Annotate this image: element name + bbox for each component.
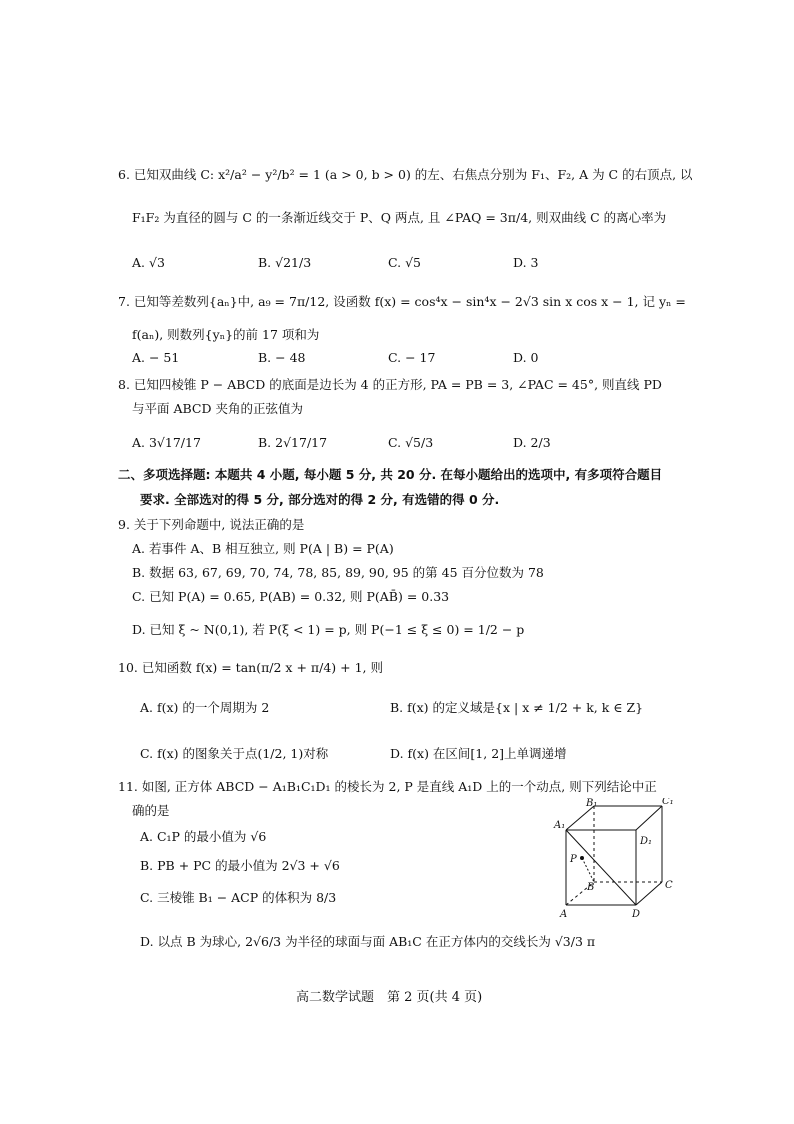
point-p <box>580 856 584 860</box>
q8-line1: 8. 已知四棱锥 P − ABCD 的底面是边长为 4 的正方形, PA = PB = 3, ∠PAC = 45°, 则直线 PD <box>118 377 662 392</box>
q7-option-c: C. − 17 <box>388 350 436 365</box>
section2-heading-line1: 二、多项选择题: 本题共 4 小题, 每小题 5 分, 共 20 分. 在每小题给出的选项中, 有多项符合题目 <box>118 467 663 482</box>
q8-option-a: A. 3√17/17 <box>132 435 201 450</box>
q11-option-d: D. 以点 B 为球心, 2√6/3 为半径的球面与面 AB₁C 在正方体内的交线长为 √3/3 π <box>140 934 596 949</box>
q11-line1: 11. 如图, 正方体 ABCD − A₁B₁C₁D₁ 的棱长为 2, P 是直线 A₁D 上的一个动点, 则下列结论中正 <box>118 779 657 794</box>
q8-option-b: B. 2√17/17 <box>258 435 328 450</box>
edge-d-c <box>636 882 662 905</box>
q11-option-a: A. C₁P 的最小值为 √6 <box>140 829 267 844</box>
q11-option-c: C. 三棱锥 B₁ − ACP 的体积为 8/3 <box>140 890 337 905</box>
q6-option-a: A. √3 <box>132 255 165 270</box>
q6-line2: F₁F₂ 为直径的圆与 C 的一条渐近线交于 P、Q 两点, 且 ∠PAQ = 3π/4, 则双曲线 C 的离心率为 <box>132 210 667 225</box>
q7-option-b: B. − 48 <box>258 350 306 365</box>
label-b1: B₁ <box>586 798 598 809</box>
q6-option-b: B. √21/3 <box>258 255 312 270</box>
q9-stem: 9. 关于下列命题中, 说法正确的是 <box>118 517 305 532</box>
q7-line1: 7. 已知等差数列{aₙ}中, a₉ = 7π/12, 设函数 f(x) = cos⁴x − sin⁴x − 2√3 sin x cos x − 1, 记 yₙ = <box>118 294 686 309</box>
cube-figure <box>548 798 688 923</box>
edge-d1-c1 <box>636 806 662 830</box>
q7-option-d: D. 0 <box>513 350 539 365</box>
label-c: C <box>665 880 673 891</box>
label-b: B <box>587 882 595 893</box>
q9-option-a: A. 若事件 A、B 相互独立, 则 P(A | B) = P(A) <box>132 541 394 556</box>
q10-option-c: C. f(x) 的图象关于点(1/2, 1)对称 <box>140 746 329 761</box>
q8-line2: 与平面 ABCD 夹角的正弦值为 <box>132 401 303 416</box>
q10-option-d: D. f(x) 在区间[1, 2]上单调递增 <box>390 746 567 761</box>
edge-a1-b1 <box>566 806 594 830</box>
page-footer: 高二数学试题 第 2 页(共 4 页) <box>296 990 483 1005</box>
q6-option-d: D. 3 <box>513 255 539 270</box>
q6-option-c: C. √5 <box>388 255 421 270</box>
label-a: A <box>560 909 568 920</box>
section2-heading-line2: 要求. 全部选对的得 5 分, 部分选对的得 2 分, 有选错的得 0 分. <box>140 492 500 507</box>
label-c1: C₁ <box>662 798 674 807</box>
q9-option-c: C. 已知 P(A) = 0.65, P(AB) = 0.32, 则 P(AB̄) = 0.33 <box>132 589 450 604</box>
q10-option-a: A. f(x) 的一个周期为 2 <box>140 700 270 715</box>
q7-line2: f(aₙ), 则数列{yₙ}的前 17 项和为 <box>132 327 320 342</box>
q7-option-a: A. − 51 <box>132 350 180 365</box>
label-d: D <box>632 909 641 920</box>
q9-option-d: D. 已知 ξ ~ N(0,1), 若 P(ξ < 1) = p, 则 P(−1 ≤ ξ ≤ 0) = 1/2 − p <box>132 622 525 637</box>
q10-option-b: B. f(x) 的定义域是{x | x ≠ 1/2 + k, k ∈ Z} <box>390 700 644 715</box>
diagonal-a1-d <box>566 830 636 905</box>
q9-option-b: B. 数据 63, 67, 69, 70, 74, 78, 85, 89, 90, 95 的第 45 百分位数为 78 <box>132 565 544 580</box>
q10-stem: 10. 已知函数 f(x) = tan(π/2 x + π/4) + 1, 则 <box>118 660 383 675</box>
segment-p-b <box>582 858 594 882</box>
q8-option-c: C. √5/3 <box>388 435 434 450</box>
label-p: P <box>570 854 577 865</box>
label-a1: A₁ <box>554 820 566 831</box>
q8-option-d: D. 2/3 <box>513 435 551 450</box>
q11-line2: 确的是 <box>132 803 170 818</box>
q6-line1: 6. 已知双曲线 C: x²/a² − y²/b² = 1 (a > 0, b > 0) 的左、右焦点分别为 F₁、F₂, A 为 C 的右顶点, 以 <box>118 167 693 182</box>
q11-option-b: B. PB + PC 的最小值为 2√3 + √6 <box>140 858 340 873</box>
label-d1: D₁ <box>640 836 653 847</box>
